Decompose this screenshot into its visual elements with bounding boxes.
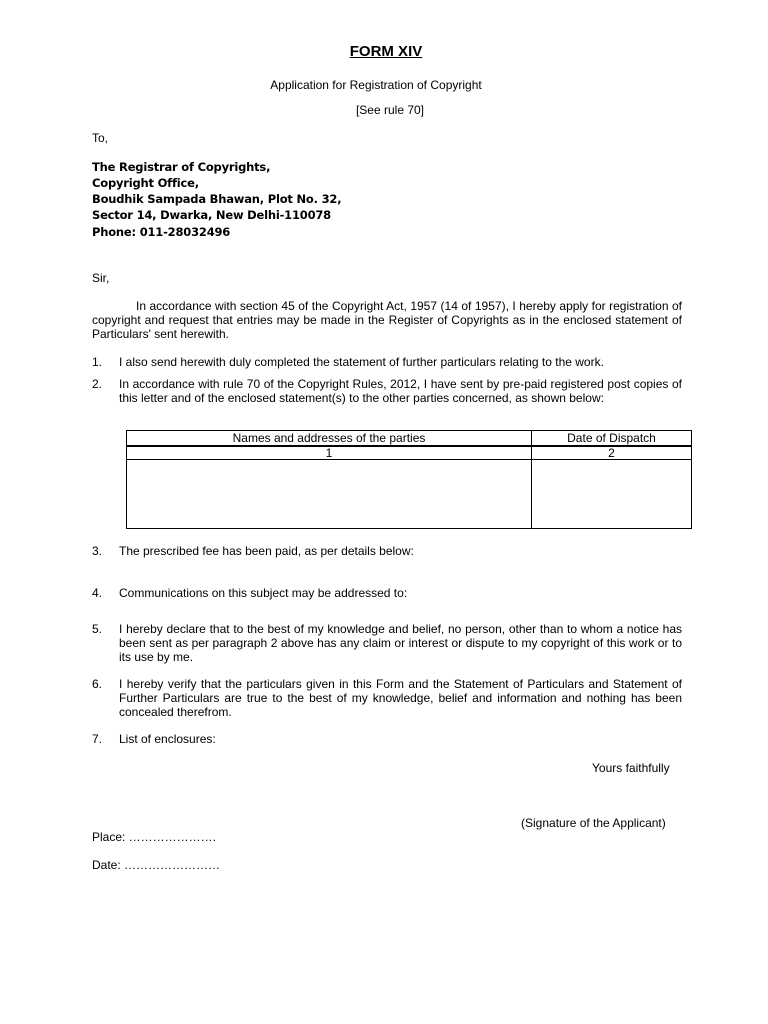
column-header-names: Names and addresses of the parties — [127, 431, 532, 447]
item-number: 6. — [92, 677, 103, 691]
item-text: I hereby declare that to the best of my knowledge and belief, no person, other than to whom a notice has been sent as per paragraph 2 above has any claim or interest or dispute to my copyright of this work or to its use by me. — [119, 622, 682, 664]
item-number: 4. — [92, 586, 103, 600]
column-index: 2 — [532, 446, 692, 460]
list-item — [92, 732, 682, 746]
intro-paragraph — [92, 299, 682, 341]
item-text: I also send herewith duly completed the statement of further particulars relating to the work. — [119, 355, 604, 369]
item-text: List of enclosures: — [119, 732, 216, 746]
address-line: Boudhik Sampada Bhawan, Plot No. 32, — [92, 192, 342, 206]
address-line: Copyright Office, — [92, 176, 199, 190]
intro-text: In accordance with section 45 of the Copyright Act, 1957 (14 of 1957), I hereby apply for registration of copyright and request that entries may be made in the Register of Copyrights as in the enclosed statement of Particulars' sent herewith. — [92, 299, 682, 341]
date-field[interactable]: Date: …………………… — [92, 858, 221, 872]
item-text: The prescribed fee has been paid, as per details below: — [119, 544, 414, 558]
item-text: Communications on this subject may be addressed to: — [119, 586, 408, 600]
item-number: 1. — [92, 355, 103, 369]
item-number: 5. — [92, 622, 103, 636]
signature-label: (Signature of the Applicant) — [521, 816, 666, 830]
table-header-row — [127, 431, 692, 447]
column-index: 1 — [127, 446, 532, 460]
place-field[interactable]: Place: …………………. — [92, 830, 217, 844]
rule-reference: [See rule 70] — [355, 103, 425, 117]
addressee-to: To, — [92, 131, 109, 145]
address-phone: Phone: 011-28032496 — [92, 225, 231, 239]
form-subtitle: Application for Registration of Copyright — [270, 78, 482, 92]
list-item — [92, 586, 682, 600]
table-index-row — [127, 446, 692, 460]
column-header-date: Date of Dispatch — [532, 431, 692, 447]
list-item — [92, 544, 682, 558]
item-number: 3. — [92, 544, 103, 558]
table-row — [127, 460, 692, 529]
item-number: 2. — [92, 377, 103, 391]
list-item — [92, 377, 682, 405]
parties-table — [126, 430, 692, 529]
list-item — [92, 355, 682, 369]
closing-text: Yours faithfully — [592, 761, 670, 775]
address-line: Sector 14, Dwarka, New Delhi-110078 — [92, 208, 331, 222]
salutation: Sir, — [92, 271, 110, 285]
list-item — [92, 677, 682, 719]
address-line: The Registrar of Copyrights, — [92, 160, 271, 174]
names-cell[interactable] — [127, 460, 532, 529]
date-cell[interactable] — [532, 460, 692, 529]
item-text: I hereby verify that the particulars given in this Form and the Statement of Particulars and Statement of Further Particulars are true to the best of my knowledge, belief and information and nothing has been concealed therefrom. — [119, 677, 682, 719]
item-text: In accordance with rule 70 of the Copyright Rules, 2012, I have sent by pre-paid registered post copies of this letter and of the enclosed statement(s) to the other parties concerned, as shown below: — [119, 377, 682, 405]
item-number: 7. — [92, 732, 103, 746]
list-item — [92, 622, 682, 664]
form-title: FORM XIV — [349, 43, 423, 60]
